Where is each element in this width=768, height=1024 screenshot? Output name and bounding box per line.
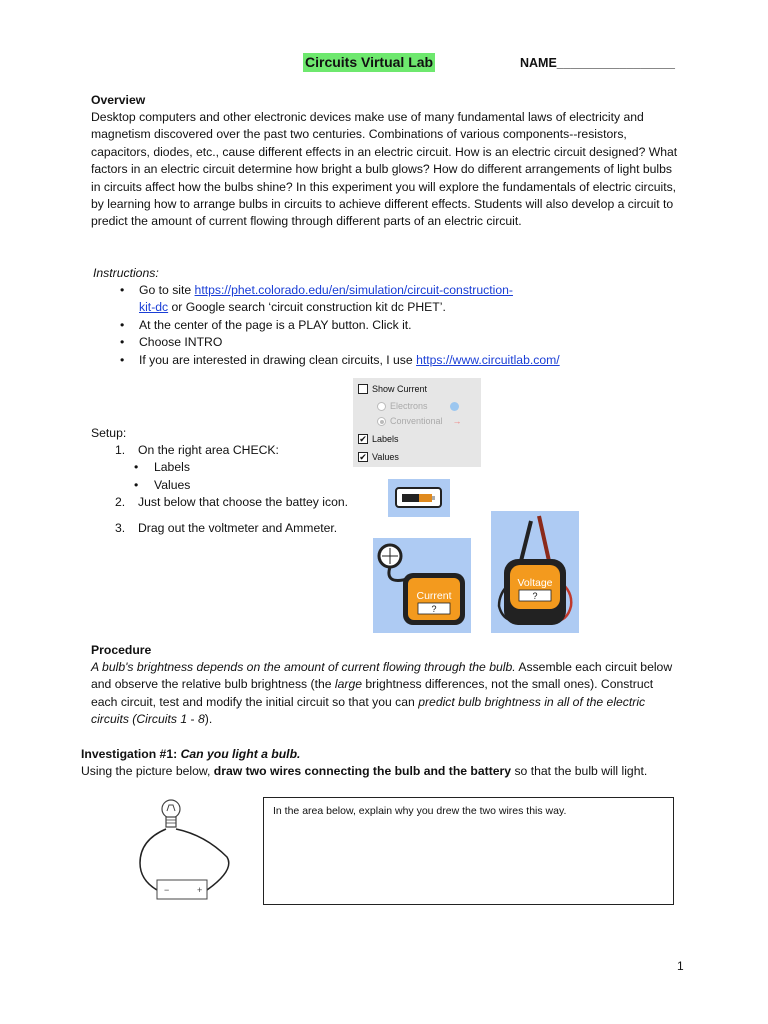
ammeter-readout-value: ? bbox=[431, 604, 437, 614]
electrons-radio bbox=[377, 402, 386, 411]
investigation-instruction bbox=[81, 763, 701, 780]
bulb-glass bbox=[162, 800, 180, 818]
instructions-list bbox=[117, 282, 587, 369]
instruction-item: • Choose INTRO bbox=[117, 334, 587, 351]
procedure-italic: 8 bbox=[198, 712, 205, 727]
instruction-item bbox=[117, 282, 587, 317]
setup-step bbox=[115, 520, 348, 537]
instruction-bold: draw two wires connecting the bulb and the battery bbox=[213, 764, 512, 779]
overview-text: Desktop computers and other electronic devices make use of many fundamental laws of electricity and magnetism discovered over the past two centuries. Combinations of various components--resistors, capacitors, diodes, etc., cause different effects in an electric circuit. How is an electric circuit designed? What factors in an electric circuit determine how bright a bulb glows? How do different arrangements of light bulbs in circuits affect how the bulbs shine? In this experiment you will explore the fundamentals of electric circuits, by learning how to arrange bulbs in circuits to achieve different effects. Students will also develop a circuit to predict the amount of current flowing through different parts of an electric circuit. bbox=[91, 110, 678, 229]
show-current-checkbox bbox=[358, 384, 368, 394]
labels-checkbox: ✔ bbox=[359, 434, 367, 444]
instruction-item bbox=[117, 352, 587, 369]
step-text: Drag out the voltmeter and Ammeter. bbox=[138, 520, 338, 535]
voltmeter-icon bbox=[491, 511, 579, 633]
ammeter-icon bbox=[373, 538, 471, 633]
step-number: 3. bbox=[115, 520, 126, 535]
procedure-heading: Procedure bbox=[91, 643, 152, 657]
electron-icon bbox=[450, 402, 459, 411]
show-current-row bbox=[358, 383, 427, 395]
battery-terminal bbox=[432, 496, 435, 500]
battery-minus: − bbox=[164, 885, 170, 895]
instruction-plain: Using the picture below, bbox=[81, 764, 214, 779]
procedure-plain: brightness differences, not the small ones). Construct each circuit, test and modify the initial circuit so that you can bbox=[91, 677, 654, 709]
setup-sub-list bbox=[115, 459, 348, 494]
procedure-italic: predict bulb brightness in all of the electric circuits (Circuits 1 bbox=[91, 694, 646, 727]
control-panel-screenshot bbox=[353, 378, 481, 467]
battery-icon bbox=[388, 479, 450, 517]
step-text: On the right area CHECK: bbox=[138, 443, 279, 457]
investigation-number: Investigation #1: bbox=[81, 747, 181, 761]
bulb-base bbox=[166, 817, 176, 827]
step-number: 1. bbox=[115, 443, 126, 457]
conventional-row bbox=[377, 415, 462, 427]
instruction-text: If you are interested in drawing clean circuits, I use bbox=[139, 352, 417, 367]
instruction-plain: so that the bulb will light. bbox=[511, 764, 648, 779]
instruction-text: Go to site bbox=[139, 283, 195, 297]
procedure-plain: ). bbox=[204, 712, 213, 727]
values-label: Values bbox=[372, 452, 399, 462]
voltmeter-red-probe bbox=[539, 516, 549, 561]
voltmeter-label: Voltage bbox=[517, 577, 553, 589]
labels-label: Labels bbox=[372, 434, 399, 444]
values-row bbox=[358, 451, 399, 463]
setup-step bbox=[115, 494, 348, 511]
battery-copper-end bbox=[419, 494, 432, 502]
procedure-italic: large bbox=[334, 677, 363, 692]
step-number: 2. bbox=[115, 495, 126, 510]
arrow-right-icon: → bbox=[452, 416, 462, 426]
battery-plus: + bbox=[197, 885, 203, 895]
answer-box[interactable] bbox=[263, 797, 674, 905]
setup-heading: Setup: bbox=[91, 426, 127, 440]
values-checkbox: ✔ bbox=[359, 452, 367, 462]
procedure-italic: A bulb's brightness depends on the amount of current flowing through the bulb. bbox=[91, 660, 516, 674]
setup-sub-item: • Labels bbox=[134, 459, 348, 476]
setup-steps bbox=[115, 442, 348, 537]
phet-link[interactable]: https://phet.colorado.edu/en/simulation/circuit-construction- bbox=[194, 283, 513, 297]
voltmeter-readout-value: ? bbox=[532, 591, 538, 601]
setup-step bbox=[115, 442, 348, 459]
name-field[interactable]: NAME_________________ bbox=[520, 56, 675, 70]
circuitlab-link[interactable]: https://www.circuitlab.com/ bbox=[416, 352, 560, 367]
battery-graphic bbox=[395, 487, 442, 508]
conventional-label: Conventional bbox=[390, 416, 443, 426]
page-title: Circuits Virtual Lab bbox=[305, 54, 434, 70]
step-text: Just below that choose the battey icon. bbox=[138, 495, 349, 510]
electrons-label: Electrons bbox=[390, 401, 428, 411]
phet-link-continued[interactable]: kit-dc bbox=[139, 300, 169, 315]
conventional-radio bbox=[377, 417, 386, 426]
instructions-heading: Instructions: bbox=[93, 266, 159, 280]
procedure-plain: - bbox=[187, 712, 198, 727]
investigation-heading bbox=[81, 746, 701, 763]
investigation-question: Can you light a bulb. bbox=[180, 747, 301, 761]
bulb-battery-diagram bbox=[135, 795, 255, 905]
investigation-section bbox=[81, 746, 701, 781]
ammeter-label: Current bbox=[416, 590, 452, 602]
instruction-text: or Google search ‘circuit construction kit dc PHET’. bbox=[168, 300, 446, 315]
overview-heading: Overview bbox=[91, 93, 146, 107]
procedure-text bbox=[91, 659, 681, 729]
labels-row bbox=[358, 433, 399, 445]
electrons-row bbox=[377, 400, 459, 412]
instruction-item: • At the center of the page is a PLAY button. Click it. bbox=[117, 317, 587, 334]
answer-prompt: In the area below, explain why you drew the two wires this way. bbox=[273, 805, 567, 817]
procedure-plain: Assemble each circuit below and observe the relative bulb brightness (the bbox=[91, 660, 673, 692]
voltmeter-black-probe bbox=[521, 521, 531, 561]
setup-sub-item: • Values bbox=[134, 477, 348, 494]
show-current-label: Show Current bbox=[372, 384, 428, 394]
page-number: 1 bbox=[677, 959, 684, 973]
